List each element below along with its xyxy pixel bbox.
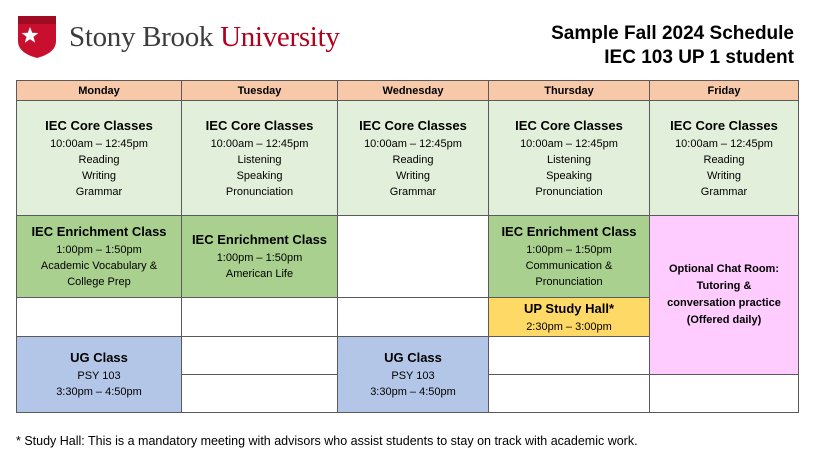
ug-class-time: 3:30pm – 4:50pm bbox=[370, 386, 456, 398]
enrichment-class-title: IEC Enrichment Class bbox=[31, 224, 167, 239]
core-class-subject: Writing bbox=[706, 169, 742, 182]
core-class-time: 10:00am – 12:45pm bbox=[520, 137, 618, 150]
core-class-subject: Reading bbox=[703, 153, 745, 166]
shield-star-icon bbox=[15, 15, 59, 59]
core-class-time: 10:00am – 12:45pm bbox=[50, 137, 148, 150]
empty-cell bbox=[182, 375, 338, 413]
core-class-subject: Listening bbox=[546, 153, 592, 166]
title-line-2: IEC 103 UP 1 student bbox=[604, 47, 794, 68]
enrichment-class-time: 1:00pm – 1:50pm bbox=[56, 244, 142, 256]
enrichment-class-monday bbox=[17, 216, 182, 298]
day-header-wednesday: Wednesday bbox=[338, 81, 489, 101]
enrichment-class-title: IEC Enrichment Class bbox=[191, 232, 328, 247]
core-class-title: IEC Core Classes bbox=[205, 117, 314, 133]
ug-class-monday bbox=[17, 337, 182, 413]
day-header-tuesday: Tuesday bbox=[182, 81, 338, 101]
chat-room-line: Optional Chat Room: bbox=[669, 263, 779, 275]
ug-class-course: PSY 103 bbox=[391, 370, 435, 382]
ug-class-title: UG Class bbox=[384, 350, 442, 365]
core-class-title: IEC Core Classes bbox=[515, 117, 623, 133]
core-class-friday bbox=[650, 101, 799, 216]
core-class-wednesday bbox=[338, 101, 489, 216]
core-class-subject: Speaking bbox=[546, 169, 592, 182]
core-class-subject: Pronunciation bbox=[535, 185, 603, 198]
study-hall-title: UP Study Hall* bbox=[523, 300, 615, 316]
core-class-subject: Reading bbox=[78, 153, 120, 166]
enrichment-class-topic: College Prep bbox=[67, 276, 131, 288]
day-header-monday: Monday bbox=[17, 81, 182, 101]
enrichment-class-topic: American Life bbox=[225, 268, 294, 280]
empty-cell bbox=[489, 337, 650, 375]
core-class-title: IEC Core Classes bbox=[359, 117, 467, 133]
core-class-time: 10:00am – 12:45pm bbox=[210, 137, 309, 150]
core-class-time: 10:00am – 12:45pm bbox=[364, 137, 462, 150]
ug-class-title: UG Class bbox=[70, 350, 128, 365]
core-class-subject: Speaking bbox=[236, 169, 283, 182]
core-class-monday bbox=[17, 101, 182, 216]
footnote: * Study Hall: This is a mandatory meeting with advisors who assist students to stay on track with academic work. bbox=[16, 434, 638, 448]
core-class-tuesday bbox=[182, 101, 338, 216]
core-class-subject: Reading bbox=[392, 153, 434, 166]
enrichment-class-time: 1:00pm – 1:50pm bbox=[526, 244, 612, 256]
chat-room-line: Tutoring & bbox=[696, 280, 752, 292]
core-class-subject: Grammar bbox=[700, 185, 748, 198]
enrichment-class-topic: Academic Vocabulary & bbox=[40, 260, 158, 272]
enrichment-class-topic: Pronunciation bbox=[535, 276, 603, 288]
university-logo bbox=[15, 14, 340, 60]
enrichment-row bbox=[17, 216, 799, 298]
chat-room-friday bbox=[650, 216, 799, 375]
empty-cell bbox=[182, 298, 338, 337]
empty-cell bbox=[182, 337, 338, 375]
logo-word-stony-brook: Stony Brook bbox=[69, 20, 214, 53]
enrichment-class-title: IEC Enrichment Class bbox=[501, 224, 637, 239]
chat-room-line: conversation practice bbox=[667, 297, 781, 309]
schedule-title bbox=[551, 22, 794, 70]
chat-room-line: (Offered daily) bbox=[686, 314, 762, 326]
study-hall-time: 2:30pm – 3:00pm bbox=[526, 320, 612, 333]
empty-cell bbox=[489, 375, 650, 413]
empty-cell bbox=[650, 375, 799, 413]
core-class-row bbox=[17, 101, 799, 216]
day-header-row bbox=[17, 81, 799, 101]
enrichment-class-thursday bbox=[489, 216, 650, 298]
day-header-friday: Friday bbox=[650, 81, 799, 101]
core-class-title: IEC Core Classes bbox=[45, 117, 153, 133]
enrichment-class-time: 1:00pm – 1:50pm bbox=[216, 252, 303, 264]
chat-room-label bbox=[650, 261, 798, 329]
ug-class-time: 3:30pm – 4:50pm bbox=[56, 386, 142, 398]
core-class-thursday bbox=[489, 101, 650, 216]
title-line-1: Sample Fall 2024 Schedule bbox=[551, 23, 794, 44]
empty-cell bbox=[338, 216, 489, 298]
core-class-subject: Pronunciation bbox=[225, 185, 294, 198]
ug-class-wednesday bbox=[338, 337, 489, 413]
core-class-time: 10:00am – 12:45pm bbox=[675, 137, 773, 150]
logo-wordmark bbox=[69, 21, 340, 54]
core-class-subject: Grammar bbox=[75, 185, 123, 198]
core-class-subject: Writing bbox=[81, 169, 117, 182]
enrichment-class-tuesday bbox=[182, 216, 338, 298]
core-class-title: IEC Core Classes bbox=[670, 117, 778, 133]
study-hall-thursday bbox=[489, 298, 650, 337]
empty-cell bbox=[338, 298, 489, 337]
ug-class-course: PSY 103 bbox=[77, 370, 121, 382]
schedule-table bbox=[16, 80, 799, 413]
empty-cell bbox=[17, 298, 182, 337]
logo-word-university: University bbox=[220, 20, 340, 53]
core-class-subject: Grammar bbox=[389, 185, 437, 198]
core-class-subject: Writing bbox=[395, 169, 431, 182]
enrichment-class-topic: Communication & bbox=[525, 260, 613, 272]
day-header-thursday: Thursday bbox=[489, 81, 650, 101]
core-class-subject: Listening bbox=[237, 153, 282, 166]
